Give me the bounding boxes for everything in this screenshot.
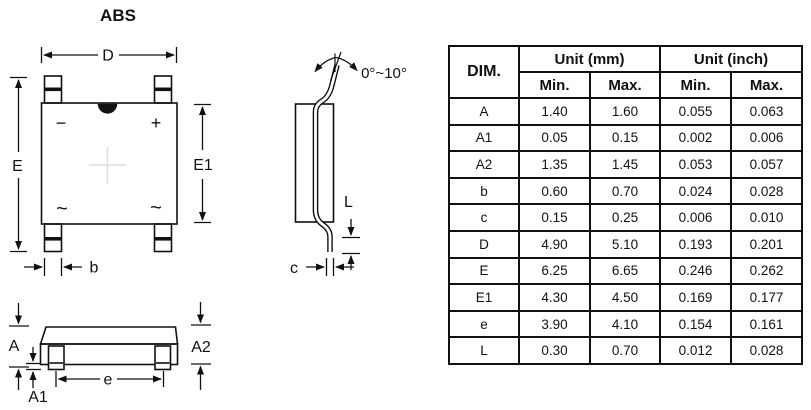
cell-inch-min: 0.006	[660, 204, 731, 231]
cell-mm-max: 1.60	[590, 98, 660, 125]
dim-L	[342, 219, 360, 270]
header-min-mm: Min.	[519, 72, 590, 98]
cell-mm-min: 4.30	[519, 284, 590, 311]
dim-e-label: e	[103, 371, 113, 389]
table-row	[449, 125, 802, 152]
dim-b	[24, 258, 82, 276]
dim-D-label: D	[102, 47, 114, 65]
cell-dim: A	[449, 98, 519, 125]
cell-dim: b	[449, 178, 519, 205]
cell-dim: E1	[449, 284, 519, 311]
dim-E-label: E	[12, 158, 23, 175]
polarity-plus: +	[150, 113, 162, 133]
cell-inch-max: 0.177	[731, 284, 802, 311]
dim-A-label: A	[8, 338, 20, 355]
cell-mm-max: 5.10	[590, 231, 660, 258]
cell-mm-max: 0.15	[590, 125, 660, 152]
cell-mm-max: 1.45	[590, 151, 660, 178]
header-unit-inch: Unit (inch)	[660, 46, 802, 72]
cell-mm-min: 1.35	[519, 151, 590, 178]
center-mark	[89, 147, 126, 184]
side-view	[290, 52, 407, 277]
polarity-minus: −	[55, 113, 67, 133]
cell-mm-max: 0.70	[590, 178, 660, 205]
dim-L-label: L	[344, 194, 353, 211]
cell-inch-min: 0.012	[660, 337, 731, 364]
index-notch	[98, 104, 118, 114]
cell-dim: A1	[449, 125, 519, 152]
cell-inch-min: 0.246	[660, 258, 731, 285]
cell-mm-min: 0.05	[519, 125, 590, 152]
table-row	[449, 204, 802, 231]
cell-inch-max: 0.028	[731, 178, 802, 205]
cell-mm-max: 4.10	[590, 311, 660, 338]
ac-symbol-left: ~	[56, 198, 68, 220]
header-min-inch: Min.	[660, 72, 731, 98]
cell-inch-max: 0.028	[731, 337, 802, 364]
cell-mm-max: 0.70	[590, 337, 660, 364]
cell-mm-min: 0.60	[519, 178, 590, 205]
cell-inch-max: 0.010	[731, 204, 802, 231]
dim-angle-label: 0°~10°	[361, 65, 407, 82]
header-max-mm: Max.	[590, 72, 660, 98]
page-title: ABS	[100, 6, 136, 25]
table-row	[449, 258, 802, 285]
cell-dim: L	[449, 337, 519, 364]
table-row	[449, 151, 802, 178]
dim-c	[306, 258, 354, 276]
dim-c-label: c	[290, 260, 298, 277]
cell-mm-min: 4.90	[519, 231, 590, 258]
cell-mm-min: 1.40	[519, 98, 590, 125]
cell-inch-max: 0.057	[731, 151, 802, 178]
cell-inch-min: 0.024	[660, 178, 731, 205]
cell-inch-min: 0.193	[660, 231, 731, 258]
cell-mm-min: 0.15	[519, 204, 590, 231]
cell-inch-min: 0.002	[660, 125, 731, 152]
dim-A1-label: A1	[28, 389, 48, 406]
cell-dim: e	[449, 311, 519, 338]
cell-dim: c	[449, 204, 519, 231]
cell-inch-min: 0.169	[660, 284, 731, 311]
cell-mm-min: 6.25	[519, 258, 590, 285]
header-dim: DIM.	[449, 46, 519, 98]
cell-inch-max: 0.006	[731, 125, 802, 152]
cell-mm-min: 3.90	[519, 311, 590, 338]
table-row	[449, 178, 802, 205]
header-max-inch: Max.	[731, 72, 802, 98]
cell-dim: E	[449, 258, 519, 285]
cell-mm-max: 4.50	[590, 284, 660, 311]
cell-inch-max: 0.063	[731, 98, 802, 125]
dim-E1-label: E1	[193, 157, 213, 174]
dim-b-label: b	[89, 259, 99, 277]
cell-mm-max: 0.25	[590, 204, 660, 231]
cell-inch-min: 0.055	[660, 98, 731, 125]
cell-dim: D	[449, 231, 519, 258]
header-unit-mm: Unit (mm)	[519, 46, 660, 72]
cell-mm-max: 6.65	[590, 258, 660, 285]
cell-dim: A2	[449, 151, 519, 178]
cell-inch-max: 0.201	[731, 231, 802, 258]
table-row	[449, 231, 802, 258]
table-row	[449, 98, 802, 125]
cell-mm-min: 0.30	[519, 337, 590, 364]
front-view-top-face	[41, 327, 178, 344]
ac-symbol-right: ~	[150, 197, 162, 219]
dimensions-table	[448, 45, 803, 365]
table-row	[449, 284, 802, 311]
dim-A2-label: A2	[191, 339, 211, 356]
table-row	[449, 311, 802, 338]
cell-inch-max: 0.161	[731, 311, 802, 338]
cell-inch-min: 0.154	[660, 311, 731, 338]
cell-inch-min: 0.053	[660, 151, 731, 178]
front-view	[9, 302, 211, 406]
table-row	[449, 337, 802, 364]
cell-inch-max: 0.262	[731, 258, 802, 285]
front-view-feet	[49, 346, 171, 370]
top-view	[10, 47, 213, 277]
